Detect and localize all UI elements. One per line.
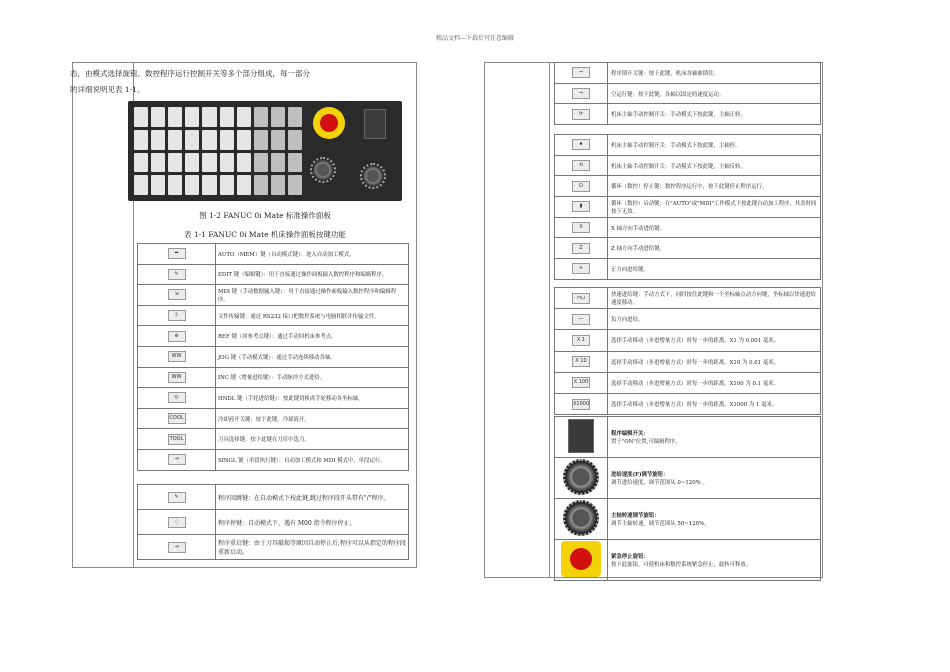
panel-key bbox=[237, 107, 251, 127]
spindle-stop-key-icon: ⏹ bbox=[572, 139, 590, 150]
program-lock-key-icon: ⇒ bbox=[572, 67, 590, 78]
row-description: JOG 键（手动模式键）：通过手动连续移动各轴。 bbox=[218, 354, 336, 361]
row-title: 程序编辑开关： bbox=[611, 430, 649, 437]
panel-key bbox=[237, 153, 251, 173]
table-row bbox=[138, 429, 409, 450]
panel-key bbox=[271, 130, 285, 150]
spindle-ccw-key-icon: ⟲ bbox=[572, 160, 590, 171]
panel-key bbox=[254, 130, 268, 150]
table-row bbox=[555, 539, 821, 580]
table-row bbox=[555, 309, 821, 330]
optional-stop-key-icon: ◌ bbox=[168, 517, 186, 528]
table-row bbox=[555, 197, 821, 218]
row-description: AUTO（MEM）键（自动模式键）：进入自动加工模式。 bbox=[218, 251, 355, 258]
row-description: MDI 键（手动数据输入键）：用于直接通过操作面板输入数控程序和编辑程序。 bbox=[218, 288, 397, 303]
plus-key-icon: + bbox=[572, 263, 590, 274]
right-table-3 bbox=[554, 287, 821, 415]
panel-key bbox=[185, 153, 199, 173]
row-description: HNDL 键（手轮进给键）：按此键切换成手轮移动各坐标轴。 bbox=[218, 395, 364, 402]
table-row bbox=[555, 393, 821, 414]
x100-key-icon: X 100 bbox=[572, 377, 590, 388]
row-description: 负方向进给。 bbox=[611, 317, 644, 324]
row-description: 空运行键：按下此键，各轴以固定的速度运动。 bbox=[611, 91, 725, 98]
table-row bbox=[555, 498, 821, 539]
row-description: SINGL 键（单段执行键）：自动加工模式和 MDI 模式中，单段运行。 bbox=[218, 457, 386, 464]
block-skip-key-icon: ✎ bbox=[168, 492, 186, 503]
table-row bbox=[138, 367, 409, 388]
tool-key-icon: TOOL bbox=[168, 434, 186, 445]
panel-key bbox=[151, 130, 165, 150]
panel-key bbox=[288, 153, 302, 173]
row-description: 程序停键：自动模式下，遇有 M00 指令程序停止。 bbox=[218, 519, 356, 527]
table-row bbox=[555, 351, 821, 372]
row-description: 机床主轴手动控制开关：手动模式下按此键，主轴正转。 bbox=[611, 112, 746, 119]
feed-override-dial-icon bbox=[563, 459, 599, 495]
table-row bbox=[555, 155, 821, 176]
row-description: 按下此旋钮，可使机床和数控系统紧急停止，旋转可释放。 bbox=[611, 561, 752, 568]
table-row bbox=[555, 104, 821, 125]
panel-key bbox=[237, 175, 251, 195]
table-row bbox=[138, 264, 409, 285]
intro-paragraph bbox=[70, 66, 410, 98]
key-function-table bbox=[137, 243, 409, 471]
sbk-key-icon: ⇥ bbox=[168, 454, 186, 465]
table-row bbox=[555, 417, 821, 458]
panel-key bbox=[134, 107, 148, 127]
feed-hold-key-icon: O bbox=[572, 181, 590, 192]
intro-line-1: 态，由模式选择旋钮、数控程序运行控制开关等多个部分组成，每一部分 bbox=[70, 69, 310, 78]
hndl-key-icon: ◎ bbox=[168, 392, 186, 403]
row-description: 循环（数控）启动键：在"AUTO"或"MDI"工作模式下按此键自动加工程序，其余时间按下无效。 bbox=[611, 200, 817, 215]
right-table-1 bbox=[554, 62, 821, 125]
table-row bbox=[555, 217, 821, 238]
table-row bbox=[138, 408, 409, 429]
row-description: 程序锁开关键：按下此键，机床各轴被锁住。 bbox=[611, 70, 719, 77]
auto-key-icon: ➡ bbox=[168, 248, 186, 259]
table-row bbox=[555, 83, 821, 104]
table-row bbox=[555, 63, 821, 84]
row-description: 机床主轴手动控制开关：手动模式下按此键，主轴反转。 bbox=[611, 163, 746, 170]
ref-key-icon: ⊕ bbox=[168, 331, 186, 342]
panel-key bbox=[168, 175, 182, 195]
row-description: 快速进给键：手动方式下，同时按住此键和一个坐标轴点动方向键，坐标轴以快速进给速度移动。 bbox=[611, 292, 816, 307]
mdi-key-icon: ⇲ bbox=[168, 289, 186, 300]
x1-key-icon: X 1 bbox=[572, 335, 590, 346]
operation-panel-photo bbox=[128, 101, 402, 201]
row-description: 文件传输键：通过 RS232 接口把数控系统与电脑相联并传输文件。 bbox=[218, 313, 380, 320]
panel-key bbox=[151, 153, 165, 173]
panel-key bbox=[168, 153, 182, 173]
panel-key bbox=[168, 107, 182, 127]
table-row bbox=[138, 326, 409, 347]
restart-key-icon: ⇥ bbox=[168, 542, 186, 553]
row-description: 调节进给速度，调节范围从 0~120% 。 bbox=[611, 479, 708, 486]
table-row bbox=[555, 288, 821, 309]
panel-key bbox=[202, 107, 216, 127]
spindle-override-dial-icon bbox=[563, 500, 599, 536]
row-description: 选择手动移动（步进增量方式）时每一步的距离。X100 为 0.1 毫米。 bbox=[611, 380, 779, 387]
table-caption: 表 1-1 FANUC 0i Mate 机床操作面板按键功能 bbox=[184, 230, 346, 239]
panel-key bbox=[202, 175, 216, 195]
panel-key bbox=[202, 153, 216, 173]
emergency-stop-icon bbox=[561, 541, 601, 577]
row-title: 主轴转速调节旋钮： bbox=[611, 512, 660, 519]
jog-key-icon: WW bbox=[168, 351, 186, 362]
x1000-key-icon: X1000 bbox=[572, 399, 590, 410]
panel-feed-dial-icon bbox=[310, 157, 336, 183]
program-edit-switch-icon bbox=[568, 419, 594, 453]
row-description: 循环（数控）停止键：数控程序运行中，按下此键停止程序运行。 bbox=[611, 184, 768, 191]
row-title: 紧急停止旋钮： bbox=[611, 553, 649, 560]
panel-key bbox=[202, 130, 216, 150]
row-description: REF 键（回参考点键）：通过手动回机床参考点。 bbox=[218, 334, 337, 341]
table-row bbox=[138, 388, 409, 409]
panel-key bbox=[288, 107, 302, 127]
cool-key-icon: COOL bbox=[168, 413, 186, 424]
panel-key bbox=[237, 130, 251, 150]
intro-line-2: 的详细说明见表 1-1。 bbox=[70, 85, 145, 94]
table-row bbox=[555, 457, 821, 498]
panel-emergency-stop-icon bbox=[313, 107, 345, 139]
panel-key bbox=[185, 130, 199, 150]
figure-caption: 图 1-2 FANUC 0i Mate 标准操作面板 bbox=[199, 211, 331, 220]
table-row bbox=[138, 449, 409, 470]
dnc-key-icon: ⇩ bbox=[168, 310, 186, 321]
panel-spindle-dial-icon bbox=[360, 163, 386, 189]
table-row bbox=[138, 305, 409, 326]
header-note: 精品文档---下载后可任意编辑 bbox=[435, 35, 515, 42]
row-description: 置于"ON"位置,可编辑程序。 bbox=[611, 438, 681, 445]
panel-key bbox=[254, 153, 268, 173]
row-description: INC 键（增量进给键）：手动脉冲方式进给。 bbox=[218, 375, 326, 382]
panel-key bbox=[134, 153, 148, 173]
panel-key bbox=[254, 107, 268, 127]
table-row bbox=[138, 346, 409, 367]
table-row bbox=[138, 510, 409, 535]
dry-run-key-icon: ⇝ bbox=[572, 88, 590, 99]
key-function-table-continued bbox=[137, 484, 409, 560]
spindle-cw-key-icon: ⟳ bbox=[572, 109, 590, 120]
row-description: 正方向进给键。 bbox=[611, 266, 649, 273]
row-description: 程序重启键：由于刀具破损等原因自动停止后,程序可以从指定的程序段重新启动。 bbox=[218, 540, 406, 556]
panel-key bbox=[134, 175, 148, 195]
panel-key bbox=[185, 175, 199, 195]
panel-key bbox=[271, 153, 285, 173]
panel-key bbox=[288, 130, 302, 150]
rapid-key-icon: ⊓⊔ bbox=[572, 293, 590, 304]
row-description: 机床主轴手动控制开关：手动模式下按此键，主轴停。 bbox=[611, 142, 741, 149]
panel-key bbox=[151, 107, 165, 127]
table-row bbox=[555, 135, 821, 156]
row-description: X 轴方向手动进给键。 bbox=[611, 225, 666, 232]
x-axis-key-icon: X bbox=[572, 222, 590, 233]
panel-key bbox=[220, 175, 234, 195]
row-description: 冷却液开关键：按下此键，冷却液开。 bbox=[218, 416, 310, 423]
table-row bbox=[138, 244, 409, 265]
panel-key bbox=[220, 153, 234, 173]
panel-key bbox=[185, 107, 199, 127]
cycle-start-key-icon: ▮ bbox=[572, 201, 590, 212]
panel-key bbox=[220, 130, 234, 150]
panel-keypad bbox=[134, 107, 302, 195]
panel-key bbox=[151, 175, 165, 195]
z-axis-key-icon: Z bbox=[572, 243, 590, 254]
row-description: 调节主轴转速，调节范围从 50~120%。 bbox=[611, 520, 710, 527]
table-row bbox=[138, 285, 409, 306]
inc-key-icon: WW bbox=[168, 372, 186, 383]
row-description: 程序回跳键：在自动模式下按此键,跳过程序段开头带有"/"程序。 bbox=[218, 494, 390, 502]
panel-key bbox=[168, 130, 182, 150]
panel-key bbox=[271, 175, 285, 195]
row-description: 选择手动移动（步进增量方式）时每一步的距离。X10 为 0.01 毫米。 bbox=[611, 359, 779, 366]
row-description: 选择手动移动（步进增量方式）时每一步的距离。X1000 为 1 毫米。 bbox=[611, 402, 778, 409]
panel-key bbox=[134, 130, 148, 150]
row-description: 选择手动移动（步进增量方式）时每一步的距离。X1 为 0.001 毫米。 bbox=[611, 338, 779, 345]
right-table-2 bbox=[554, 134, 821, 280]
panel-key bbox=[254, 175, 268, 195]
table-row bbox=[138, 485, 409, 510]
table-row bbox=[555, 372, 821, 393]
table-row bbox=[555, 238, 821, 259]
row-description: 刀具选择键：按下此键在刀库中选刀。 bbox=[218, 437, 310, 444]
right-table-4 bbox=[554, 416, 821, 581]
panel-lock-switch-icon bbox=[364, 109, 386, 139]
row-description: EDIT 键（编辑键）：用于直接通过操作面板输入数控程序和编辑程序。 bbox=[218, 272, 388, 279]
table-row bbox=[555, 330, 821, 351]
row-title: 进给速度(F)调节旋钮： bbox=[611, 471, 669, 478]
panel-key bbox=[271, 107, 285, 127]
panel-key bbox=[220, 107, 234, 127]
row-description: Z 轴方向手动进给键。 bbox=[611, 246, 665, 253]
table-row bbox=[555, 259, 821, 280]
x10-key-icon: X 10 bbox=[572, 356, 590, 367]
panel-key bbox=[288, 175, 302, 195]
minus-key-icon: — bbox=[572, 314, 590, 325]
edit-key-icon: ✎ bbox=[168, 269, 186, 280]
table-row bbox=[555, 176, 821, 197]
table-row bbox=[138, 535, 409, 560]
